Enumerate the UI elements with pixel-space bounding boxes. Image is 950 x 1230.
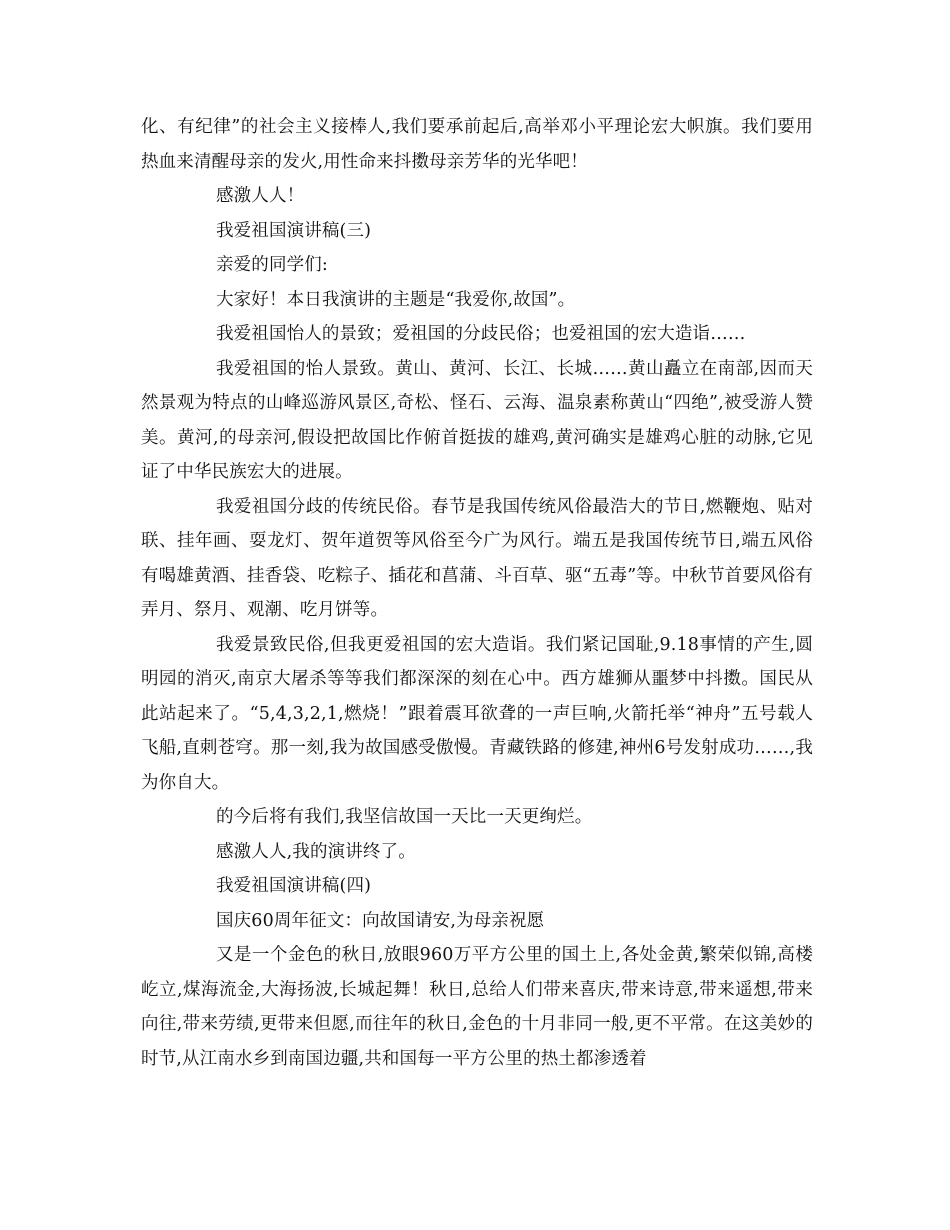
paragraph: 的今后将有我们,我坚信故国一天比一天更绚烂。 (216, 807, 593, 827)
paragraph: 感激人人,我的演讲终了。 (216, 841, 416, 862)
document-body (141, 110, 813, 1076)
paragraph: 又是一个金色的秋日,放眼960万平方公里的国土上,各处金黄,繁荣似锦,高楼屹立,煤海流金,大海扬波,长城起舞！秋日,总给人们带来喜庆,带来诗意,带来遥想,带来向往,带来劳绩,更带来但愿,而往年的秋日,金色的十月非同一般,更不平常。在这美妙的时节,从江南水乡到南国边疆,共和国每一平方公里的热土都渗透着 (141, 945, 813, 1069)
paragraph: 我爱祖国怡人的景致；爱祖国的分歧民俗；也爱祖国的宏大造诣…… (216, 324, 746, 344)
paragraph: 亲爱的同学们: (216, 255, 328, 275)
paragraph: 我爱祖国分歧的传统民俗。春节是我国传统风俗最浩大的节日,燃鞭炮、贴对联、挂年画、耍龙灯、贺年道贺等风俗至今广为风行。端五是我国传统节日,端五风俗有喝雄黄酒、挂香袋、吃粽子、插花和菖蒲、斗百草、驱“五毒”等。中秋节首要风俗有弄月、祭月、观潮、吃月饼等。 (141, 496, 813, 620)
paragraph: 大家好！本日我演讲的主题是“我爱你,故国”。 (216, 289, 576, 310)
paragraph: 化、有纪律”的社会主义接棒人,我们要承前起后,高举邓小平理论宏大帜旗。我们要用热血来清醒母亲的发火,用性命来抖擞母亲芳华的光华吧！ (141, 117, 813, 172)
section-heading: 我爱祖国演讲稿(三) (216, 220, 372, 241)
paragraph: 我爱祖国的怡人景致。黄山、黄河、长江、长城……黄山矗立在南部,因而天然景观为特点的山峰巡游风景区,奇松、怪石、云海、温泉素称黄山“四绝”,被受游人赞美。黄河,的母亲河,假设把故国比作俯首挺拔的雄鸡,黄河确实是雄鸡心脏的动脉,它见证了中华民族宏大的进展。 (141, 358, 813, 482)
paragraph: 感激人人！ (216, 186, 305, 206)
paragraph: 国庆60周年征文：向故国请安,为母亲祝愿 (216, 910, 545, 931)
section-heading: 我爱祖国演讲稿(四) (216, 876, 372, 896)
paragraph: 我爱景致民俗,但我更爱祖国的宏大造诣。我们紧记国耻,9.18事情的产生,圆明园的消灭,南京大屠杀等等我们都深深的刻在心中。西方雄狮从噩梦中抖擞。国民从此站起来了。“5,4,3,2,1,燃烧！”跟着震耳欲聋的一声巨响,火箭托举“神舟”五号载人飞船,直刺苍穹。那一刻,我为故国感受傲慢。青藏铁路的修建,神州6号发射成功……,我为你自大。 (141, 634, 813, 793)
